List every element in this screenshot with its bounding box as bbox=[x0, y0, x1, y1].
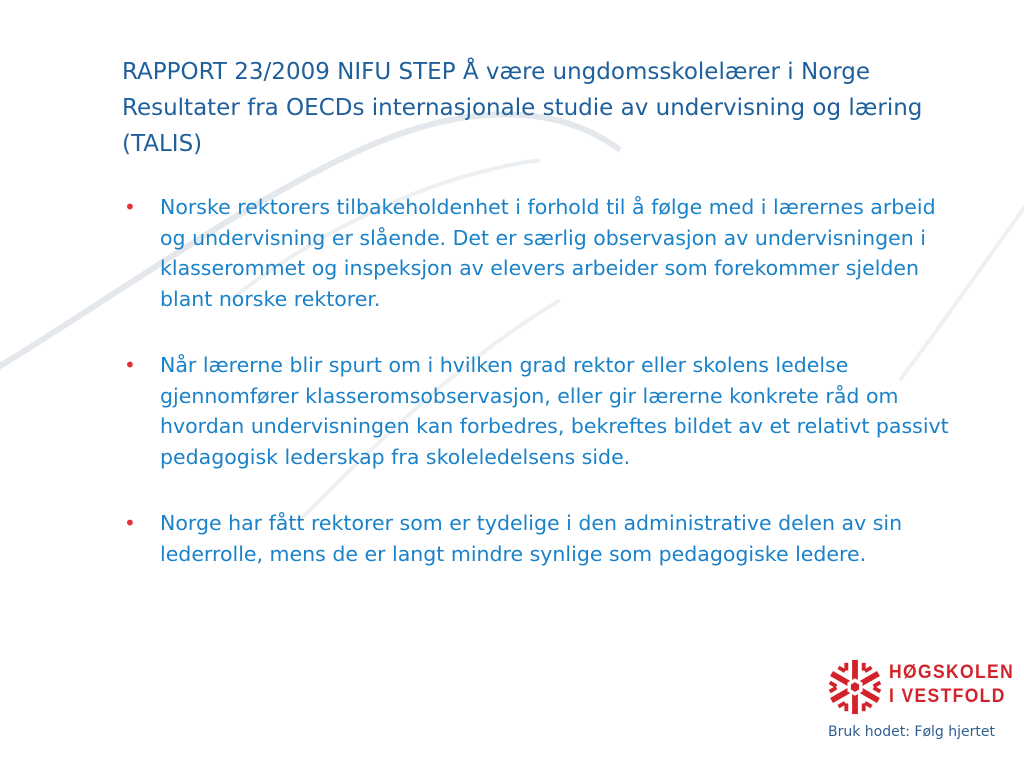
bullet-icon: • bbox=[124, 511, 136, 535]
list-item bbox=[122, 192, 967, 314]
bullet-text: Norske rektorers tilbakeholdenhet i forhold til å følge med i lærernes arbeid og undervisning er slående. Det er særlig observasjon av undervisningen i klasserommet og inspeksjon av elevers arbeider som forekommer sjelden blant norske rektorer. bbox=[160, 195, 936, 311]
slide-title: RAPPORT 23/2009 NIFU STEP Å være ungdomsskolelærer i Norge Resultater fra OECDs internasjonale studie av undervisning og læring (TALIS) bbox=[122, 59, 923, 157]
list-item bbox=[122, 350, 967, 472]
logo-text-line-2: I VESTFOLD bbox=[889, 686, 1006, 707]
logo-text-line-1: HØGSKOLEN bbox=[889, 662, 1015, 683]
bullet-text: Norge har fått rektorer som er tydelige i den administrative delen av sin lederrolle, mens de er langt mindre synlige som pedagogiske ledere. bbox=[160, 511, 903, 566]
hive-star-logo-icon bbox=[826, 658, 884, 716]
bullet-list bbox=[122, 192, 967, 605]
bullet-text: Når lærerne blir spurt om i hvilken grad rektor eller skolens ledelse gjennomfører klasseromsobservasjon, eller gir lærerne konkrete råd om hvordan undervisningen kan forbedres, bekreftes bildet av et relativt passivt pedagogisk lederskap fra skoleledelsens side. bbox=[160, 353, 949, 469]
institution-logo bbox=[826, 658, 1015, 748]
list-item bbox=[122, 508, 967, 569]
logo-tagline: Bruk hodet: Følg hjertet bbox=[828, 724, 995, 740]
bullet-icon: • bbox=[124, 195, 136, 219]
bullet-icon: • bbox=[124, 353, 136, 377]
